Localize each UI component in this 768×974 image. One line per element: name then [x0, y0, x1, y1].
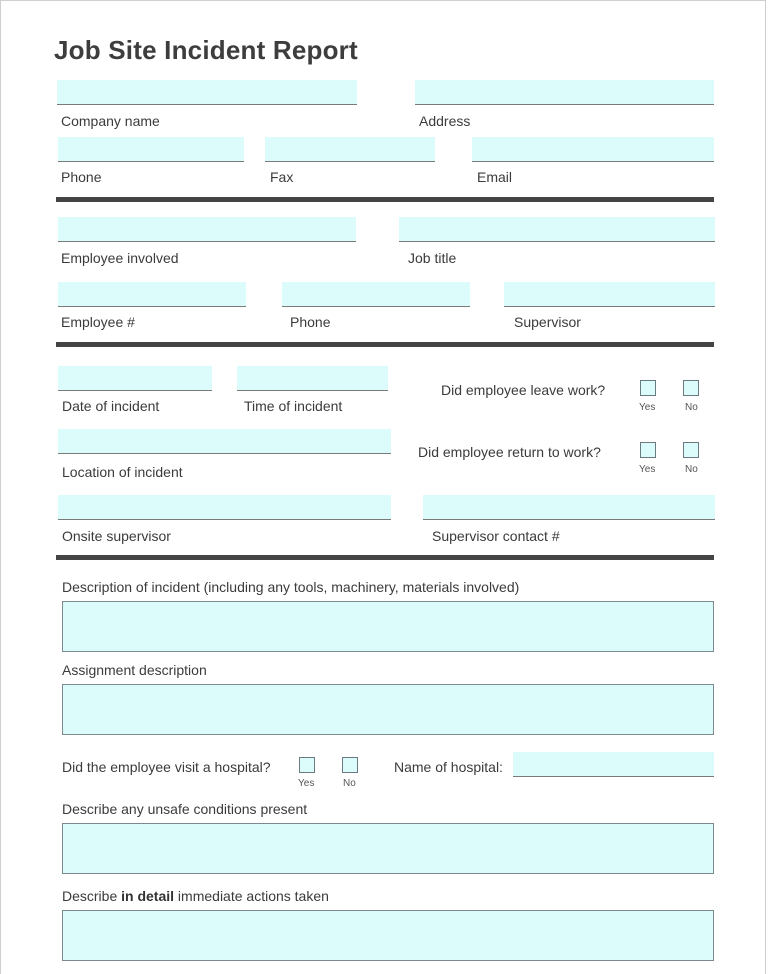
- leave-work-no-checkbox[interactable]: [683, 380, 699, 396]
- company-name-label: Company name: [61, 113, 160, 129]
- supervisor-contact-field[interactable]: [423, 495, 715, 520]
- company-phone-field[interactable]: [58, 137, 244, 162]
- return-work-question: Did employee return to work?: [418, 444, 601, 460]
- description-label: Description of incident (including any tools, machinery, materials involved): [62, 579, 520, 595]
- time-of-incident-field[interactable]: [237, 366, 388, 391]
- leave-work-yes-label: Yes: [639, 402, 656, 413]
- hospital-no-checkbox[interactable]: [342, 757, 358, 773]
- assignment-label: Assignment description: [62, 662, 207, 678]
- hospital-name-field[interactable]: [513, 752, 714, 777]
- section-divider: [56, 197, 714, 202]
- email-field[interactable]: [472, 137, 714, 162]
- actions-label-emphasis: in detail: [121, 888, 175, 904]
- onsite-supervisor-field[interactable]: [58, 495, 391, 520]
- email-label: Email: [477, 169, 513, 185]
- hospital-question: Did the employee visit a hospital?: [62, 759, 271, 775]
- company-name-field[interactable]: [57, 80, 357, 105]
- employee-involved-field[interactable]: [58, 217, 356, 242]
- date-of-incident-field[interactable]: [58, 366, 212, 391]
- onsite-supervisor-label: Onsite supervisor: [62, 528, 171, 544]
- hospital-yes-label: Yes: [298, 778, 315, 789]
- fax-field[interactable]: [265, 137, 435, 162]
- job-title-label: Job title: [408, 250, 457, 266]
- form-title: Job Site Incident Report: [54, 35, 358, 65]
- actions-label-suffix: immediate actions taken: [174, 888, 329, 904]
- employee-phone-field[interactable]: [282, 282, 470, 307]
- location-of-incident-label: Location of incident: [62, 464, 183, 480]
- leave-work-yes-checkbox[interactable]: [640, 380, 656, 396]
- address-field[interactable]: [415, 80, 714, 105]
- hospital-name-label: Name of hospital:: [394, 759, 503, 775]
- hospital-no-label: No: [343, 778, 356, 789]
- return-work-no-checkbox[interactable]: [683, 442, 699, 458]
- company-phone-label: Phone: [61, 169, 102, 185]
- location-of-incident-field[interactable]: [58, 429, 391, 454]
- fax-label: Fax: [270, 169, 294, 185]
- employee-phone-label: Phone: [290, 314, 331, 330]
- actions-label: [62, 888, 329, 904]
- supervisor-field[interactable]: [504, 282, 715, 307]
- section-divider: [56, 555, 714, 560]
- supervisor-contact-label: Supervisor contact #: [432, 528, 560, 544]
- hospital-yes-checkbox[interactable]: [299, 757, 315, 773]
- return-work-no-label: No: [685, 464, 698, 475]
- actions-label-prefix: Describe: [62, 888, 122, 904]
- job-title-field[interactable]: [399, 217, 715, 242]
- unsafe-conditions-textarea[interactable]: [62, 823, 714, 874]
- return-work-yes-checkbox[interactable]: [640, 442, 656, 458]
- return-work-yes-label: Yes: [639, 464, 656, 475]
- actions-textarea[interactable]: [62, 910, 714, 961]
- leave-work-no-label: No: [685, 402, 698, 413]
- assignment-textarea[interactable]: [62, 684, 714, 735]
- description-textarea[interactable]: [62, 601, 714, 652]
- employee-number-field[interactable]: [58, 282, 246, 307]
- section-divider: [56, 342, 714, 347]
- employee-involved-label: Employee involved: [61, 250, 179, 266]
- address-label: Address: [419, 113, 471, 129]
- date-of-incident-label: Date of incident: [62, 398, 160, 414]
- leave-work-question: Did employee leave work?: [441, 382, 606, 398]
- unsafe-conditions-label: Describe any unsafe conditions present: [62, 801, 308, 817]
- time-of-incident-label: Time of incident: [244, 398, 343, 414]
- supervisor-label: Supervisor: [514, 314, 581, 330]
- employee-number-label: Employee #: [61, 314, 135, 330]
